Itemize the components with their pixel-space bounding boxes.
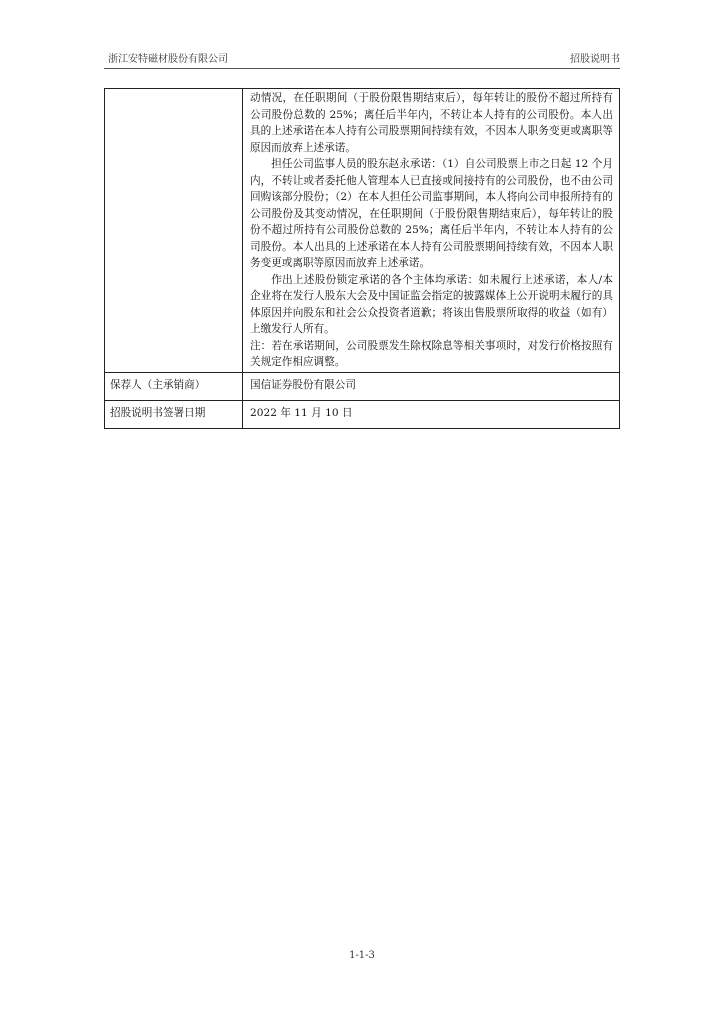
page-header bbox=[104, 52, 620, 68]
commitment-paragraph-continued: 动情况，在任职期间（于股份限售期结束后），每年转让的股份不超过所持有公司股份总数的 25%；离任后半年内，不转让本人持有的公司股份。本人出具的上述承诺在本人持有公司股票期间持续有效，不因本人职务变更或离职等原因而放弃上述承诺。 bbox=[250, 92, 613, 154]
header-divider bbox=[104, 68, 620, 69]
sign-date-label: 招股说明书签署日期 bbox=[105, 400, 243, 428]
commitment-label-cell bbox=[105, 89, 243, 373]
page-number: 1-1-3 bbox=[349, 950, 375, 961]
sign-date-value: 2022 年 11 月 10 日 bbox=[243, 400, 620, 428]
prospectus-summary-table bbox=[104, 88, 620, 429]
supervisor-commitment-paragraph: 担任公司监事人员的股东赵永承诺：（1）自公司股票上市之日起 12 个月内，不转让或者委托他人管理本人已直接或间接持有的公司股份，也不由公司回购该部分股份；（2）在本人担任公司监事期间，本人将向公司申报所持有的公司股份及其变动情况，在任职期间（于股份限售期结束后），每年转让的股份不超过所持有公司股份总数的 25%；离任后半年内，不转让本人持有的公司股份。本人出具的上述承诺在本人持有公司股票期间持续有效，不因本人职务变更或离职等原因而放弃上述承诺。 bbox=[250, 158, 613, 269]
share-lock-commitment-paragraph: 作出上述股份锁定承诺的各个主体均承诺：如未履行上述承诺，本人/本企业将在发行人股东大会及中国证监会指定的披露媒体上公开说明未履行的具体原因并向股东和社会公众投资者道歉；将该出售股票所取得的收益（如有）上缴发行人所有。 bbox=[250, 273, 613, 335]
sponsor-value: 国信证券股份有限公司 bbox=[243, 372, 620, 400]
commitment-text-cell bbox=[243, 89, 620, 373]
header-company-name: 浙江安特磁材股份有限公司 bbox=[108, 54, 228, 65]
commitment-row bbox=[105, 89, 620, 373]
sign-date-row bbox=[105, 400, 620, 428]
header-document-type: 招股说明书 bbox=[570, 54, 620, 65]
sponsor-label: 保荐人（主承销商） bbox=[105, 372, 243, 400]
commitment-note-paragraph: 注：若在承诺期间，公司股票发生除权除息等相关事项时，对发行价格按照有关规定作相应调整。 bbox=[250, 339, 613, 368]
sponsor-row bbox=[105, 372, 620, 400]
